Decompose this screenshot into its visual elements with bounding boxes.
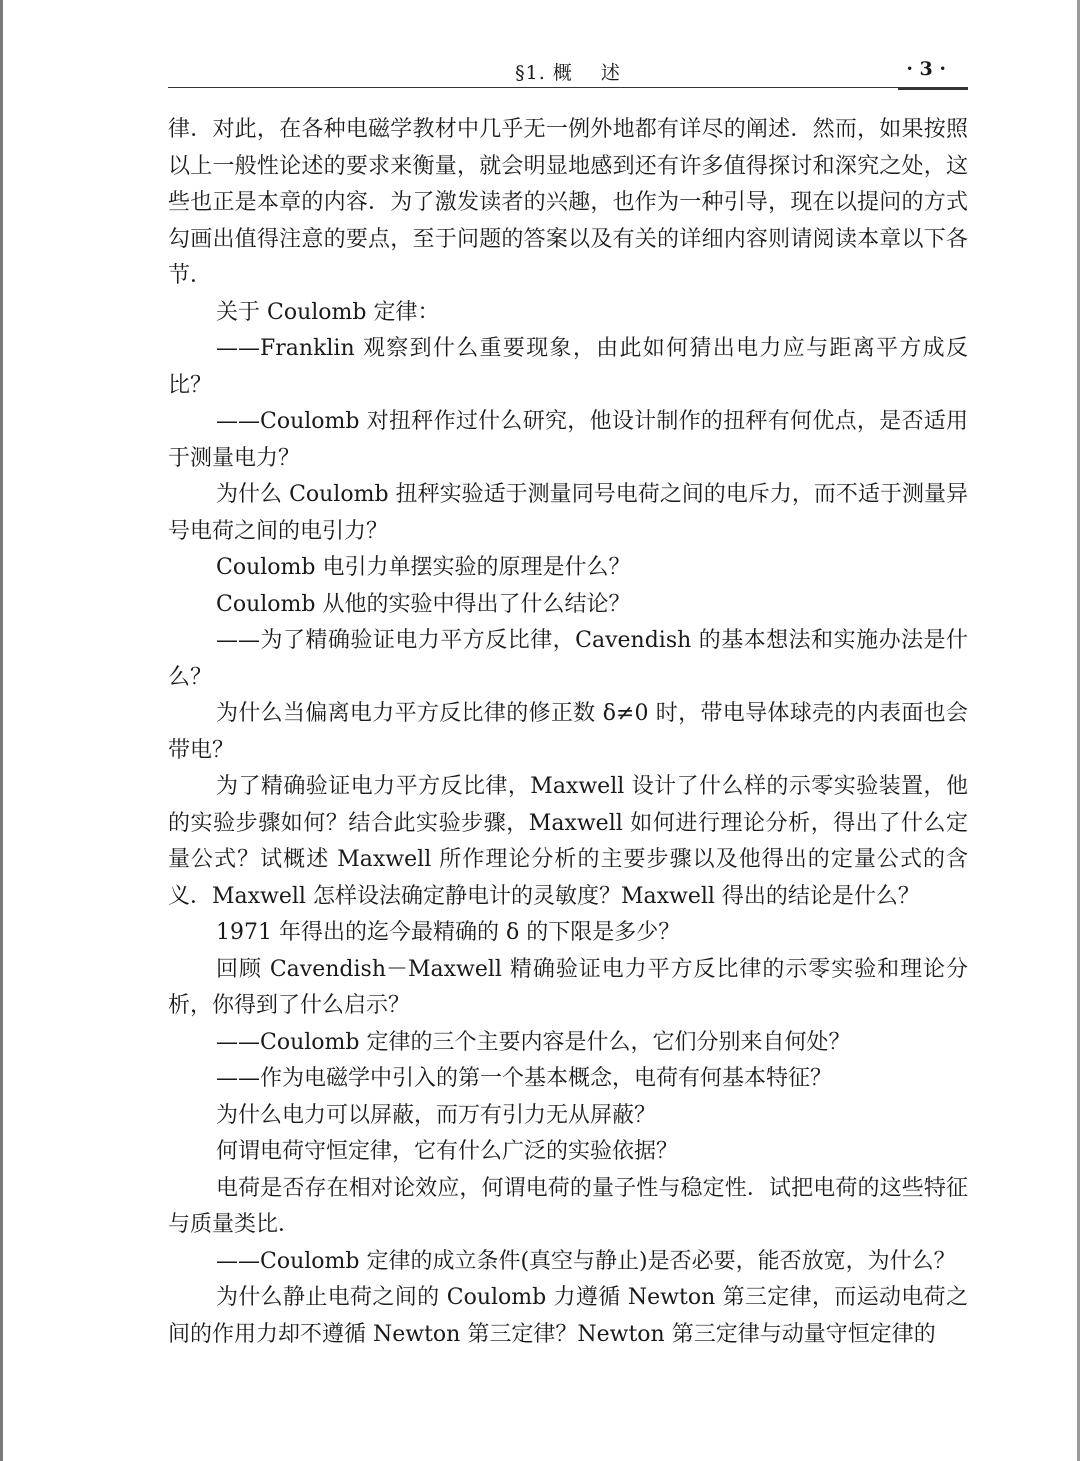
header-rule bbox=[168, 87, 968, 88]
paragraph: 为什么电力可以屏蔽，而万有引力无从屏蔽？ bbox=[216, 1102, 657, 1128]
section-label: §1. 概 bbox=[515, 62, 573, 84]
paragraph: Coulomb 从他的实验中得出了什么结论？ bbox=[216, 591, 631, 617]
paragraph: 为什么静止电荷之间的 Coulomb 力遵循 Newton 第三定律，而运动电荷之间的作用力却不遵循 Newton 第三定律？Newton 第三定律与动量守恒定律的 bbox=[168, 1285, 968, 1347]
paragraph: Coulomb 电引力单摆实验的原理是什么？ bbox=[216, 555, 631, 580]
paragraph: 电荷是否存在相对论效应，何谓电荷的量子性与稳定性．试把电荷的这些特征与质量类比． bbox=[168, 1175, 968, 1237]
paragraph: ——Coulomb 定律的成立条件(真空与静止)是否必要，能否放宽，为什么？ bbox=[216, 1248, 956, 1274]
paragraph: ——作为电磁学中引入的第一个基本概念，电荷有何基本特征？ bbox=[216, 1066, 833, 1091]
paragraph: ——为了精确验证电力平方反比律，Cavendish 的基本想法和实施办法是什么？ bbox=[168, 628, 968, 690]
paragraph: 为什么 Coulomb 扭秤实验适于测量同号电荷之间的电斥力，而不适于测量异号电荷之间的电引力？ bbox=[168, 482, 968, 544]
paragraph: 何谓电荷守恒定律，它有什么广泛的实验依据？ bbox=[216, 1139, 679, 1164]
paragraph: 为什么当偏离电力平方反比律的修正数 δ≠0 时，带电导体球壳的内表面也会带电？ bbox=[168, 701, 968, 763]
body-text bbox=[168, 112, 968, 1353]
header-rule-accent bbox=[898, 88, 968, 90]
paragraph: 关于 Coulomb 定律： bbox=[216, 299, 440, 325]
paragraph: 为了精确验证电力平方反比律，Maxwell 设计了什么样的示零实验装置，他的实验步骤如何？结合此实验步骤，Maxwell 如何进行理论分析，得出了什么定量公式？试概述 Maxwell 所作理论分析的主要步骤以及他得出的定量公式的含义．Maxwell 怎样设法确定静电计的灵敏度？Maxwell 得出的结论是什么？ bbox=[168, 774, 968, 909]
paragraph: 1971 年得出的迄今最精确的 δ 的下限是多少？ bbox=[216, 920, 681, 945]
paragraph: ——Coulomb 对扭秤作过什么研究，他设计制作的扭秤有何优点，是否适用于测量电力？ bbox=[168, 409, 968, 471]
page-number: · 3 · bbox=[906, 58, 946, 80]
page-header bbox=[168, 54, 968, 88]
paragraph: ——Franklin 观察到什么重要现象，由此如何猜出电力应与距离平方成反比？ bbox=[168, 336, 968, 398]
page-left-edge bbox=[0, 0, 3, 1461]
paragraph: 律．对此，在各种电磁学教材中几乎无一例外地都有详尽的阐述．然而，如果按照以上一般性论述的要求来衡量，就会明显地感到还有许多值得探讨和深究之处，这些也正是本章的内容．为了激发读者的兴趣，也作为一种引导，现在以提问的方式勾画出值得注意的要点，至于问题的答案以及有关的详细内容则请阅读本章以下各节． bbox=[168, 117, 968, 288]
paragraph: 回顾 Cavendish－Maxwell 精确验证电力平方反比律的示零实验和理论分析，你得到了什么启示？ bbox=[168, 956, 968, 1018]
section-title-rest: 述 bbox=[600, 62, 621, 84]
running-title bbox=[168, 58, 968, 85]
paragraph: ——Coulomb 定律的三个主要内容是什么，它们分别来自何处？ bbox=[216, 1029, 851, 1055]
